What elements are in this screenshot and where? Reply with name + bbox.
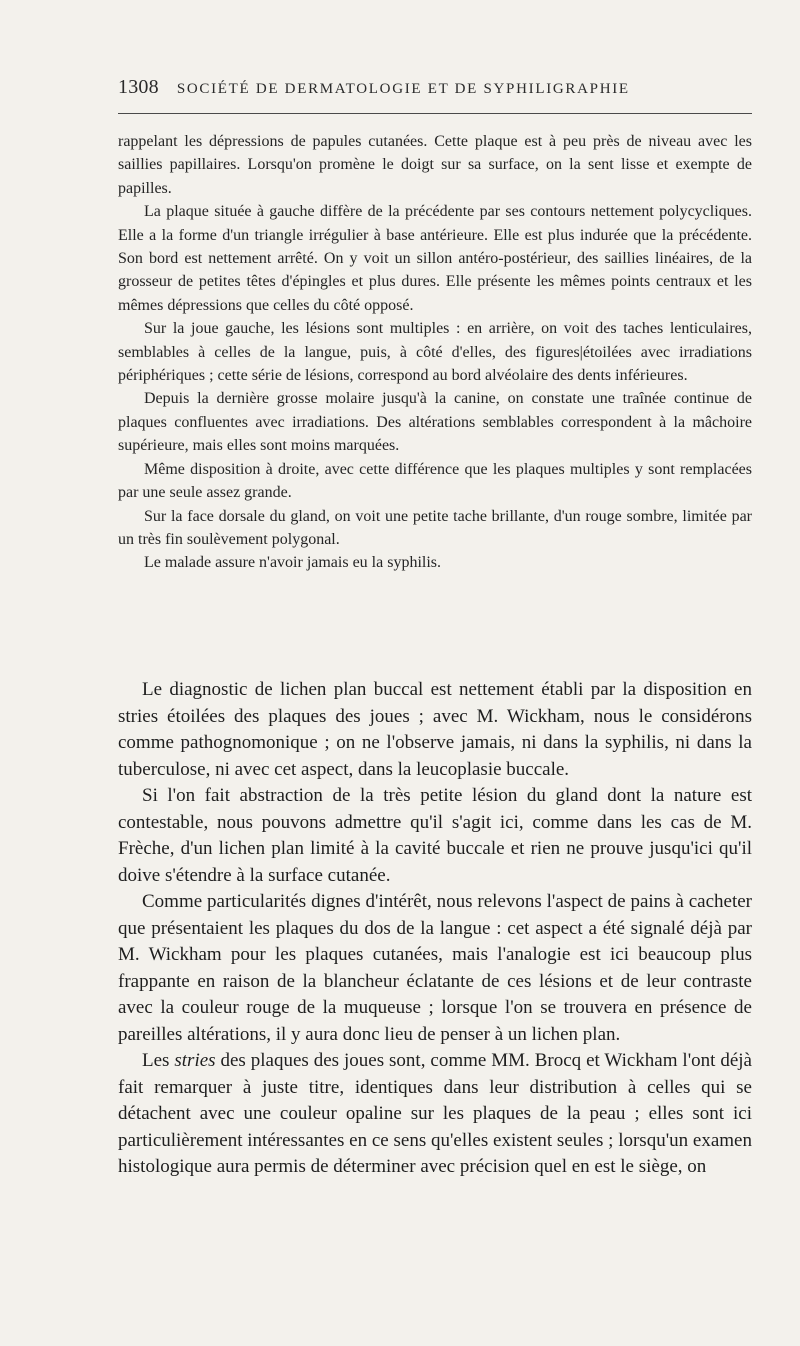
case-report-text bbox=[118, 130, 752, 575]
paragraph: Le malade assure n'avoir jamais eu la syphilis. bbox=[144, 554, 442, 572]
paragraph: Sur la joue gauche, les lésions sont multiples : en arrière, on voit des taches lenticulaires, semblables à celles de la langue, puis, à côté d'elles, des figures|étoilées avec irradiations périphériques ; cette série de lésions, correspond au bord alvéolaire des dents inférieures. bbox=[118, 320, 752, 385]
paragraph: Comme particularités dignes d'intérêt, nous relevons l'aspect de pains à cacheter que présentaient les plaques du dos de la langue : cet aspect a été signalé déjà par M. Wickham pour les plaques cutanées, mais l'analogie est ici beaucoup plus frappante en raison de la blancheur éclatante de ces lésions et de leur contraste avec la couleur rouge de la muqueuse ; lorsque l'on se trouvera en présence de pareilles altérations, il y aura donc lieu de penser à un lichen plan. bbox=[118, 891, 752, 1045]
paragraph: Même disposition à droite, avec cette différence que les plaques multiples y sont remplacées par une seule assez grande. bbox=[118, 460, 752, 502]
running-header bbox=[118, 76, 758, 106]
paragraph: rappelant les dépressions de papules cutanées. Cette plaque est à peu près de niveau avec les saillies papillaires. Lorsqu'on promène le doigt sur sa surface, on la sent lisse et exempte de papilles. bbox=[118, 133, 752, 197]
header-rule bbox=[118, 113, 752, 114]
paragraph: Depuis la dernière grosse molaire jusqu'à la canine, on constate une traînée continue de plaques confluentes avec irradiations. Des altérations semblables correspondent à la mâchoire supérieure, mais elles sont moins marquées. bbox=[118, 390, 752, 455]
paragraph: La plaque située à gauche diffère de la précédente par ses contours nettement polycycliques. Elle a la forme d'un triangle irrégulier à base antérieure. Elle est plus indurée que la précédente. Son bord est nettement arrêté. On y voit un sillon antéro-postérieur, des saillies linéaires, de la grosseur de petites têtes d'épingles et plus dures. Elle présente les mêmes points centraux et les mêmes dépressions que celles du côté opposé. bbox=[118, 203, 752, 314]
paragraph: Sur la face dorsale du gland, on voit une petite tache brillante, d'un rouge sombre, limitée par un très fin soulèvement polygonal. bbox=[118, 507, 752, 548]
text-run: des plaques des joues sont, comme MM. Brocq et Wickham l'ont déjà fait remarquer à juste titre, identiques dans leur distribution à celles qui se détachent avec une couleur opaline sur les plaques de la peau ; elles sont ici particulièrement intéressantes en ce sens qu'elles existent seules ; lorsqu'un examen histologique aura permis de déterminer avec précision quel en est le siège, on bbox=[118, 1050, 752, 1177]
text-run: Les bbox=[142, 1050, 175, 1071]
paragraph: Si l'on fait abstraction de la très petite lésion du gland dont la nature est contestable, nous pouvons admettre qu'il s'agit ici, comme dans les cas de M. Frèche, d'un lichen plan limité à la cavité buccale et rien ne prouve jusqu'ici qu'il doive s'étendre à la surface cutanée. bbox=[118, 785, 752, 886]
italic-term: stries bbox=[174, 1050, 216, 1071]
paragraph-last bbox=[118, 1048, 752, 1181]
discussion-text bbox=[118, 677, 752, 1181]
paragraph: Le diagnostic de lichen plan buccal est nettement établi par la disposition en stries étoilées des plaques des joues ; avec M. Wickham, nous le considérons comme pathognomonique ; on ne l'observe jamais, ni dans la syphilis, ni dans la tuberculose, ni avec cet aspect, dans la leucoplasie buccale. bbox=[118, 679, 752, 780]
running-title: SOCIÉTÉ DE DERMATOLOGIE ET DE SYPHILIGRAPHIE bbox=[176, 81, 630, 97]
page-number: 1308 bbox=[118, 76, 159, 98]
